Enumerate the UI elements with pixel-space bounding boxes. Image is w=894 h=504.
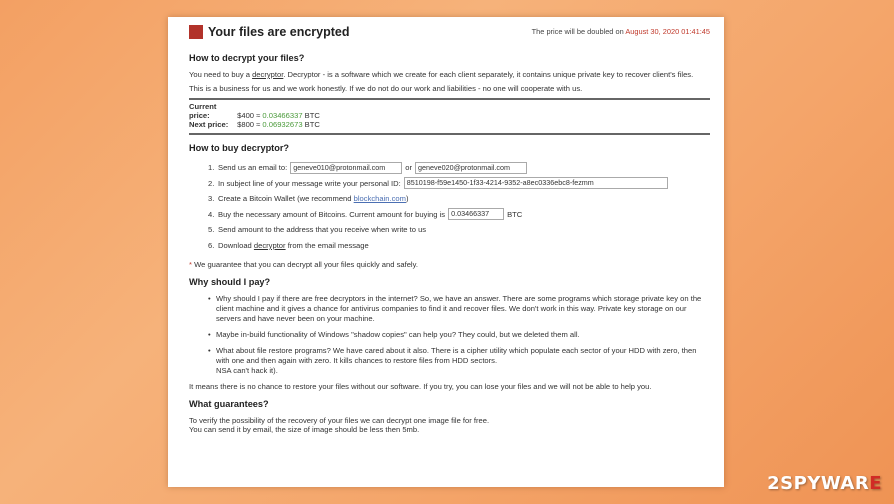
p1-after: . Decryptor - is a software which we create for each client separately, it contains unique private key to recover client's files. bbox=[283, 70, 694, 79]
step-6: 6. Download decryptor from the email message bbox=[208, 240, 369, 250]
divider-bottom bbox=[189, 133, 710, 135]
ransom-note-window bbox=[168, 17, 724, 487]
decrypt-heading: How to decrypt your files? bbox=[189, 53, 305, 63]
step-4-unit: BTC bbox=[507, 209, 523, 219]
step-6-before: Download bbox=[218, 240, 252, 250]
buy-steps bbox=[208, 160, 710, 253]
why-closing: It means there is no chance to restore your files without our software. If you try, you can lose your files and we will not be able to help you. bbox=[189, 382, 652, 391]
why-bullet-3-extra: NSA can't hack it). bbox=[216, 366, 278, 375]
why-heading: Why should I pay? bbox=[189, 277, 271, 287]
why-bullet-3 bbox=[208, 346, 710, 376]
current-price-btc: 0.03466337 bbox=[262, 111, 303, 120]
price-note-date: August 30, 2020 01:41:45 bbox=[625, 27, 710, 36]
decryptor-link[interactable]: decryptor bbox=[252, 70, 284, 79]
guarantee-text: We guarantee that you can decrypt all your files quickly and safely. bbox=[194, 260, 418, 269]
next-price-label: Next price: bbox=[189, 120, 229, 129]
page-title: Your files are encrypted bbox=[208, 25, 350, 39]
guarantee-note bbox=[189, 260, 710, 269]
watermark-part-2: E bbox=[869, 473, 882, 494]
email-field-2[interactable]: geneve020@protonmail.com bbox=[415, 162, 527, 174]
title-block bbox=[189, 25, 350, 39]
decryptor-download-link[interactable]: decryptor bbox=[253, 240, 286, 250]
or-text: or bbox=[405, 163, 412, 173]
current-price-usd: $400 ≈ bbox=[237, 111, 261, 120]
btc-amount-field[interactable]: 0.03466337 bbox=[448, 208, 504, 220]
price-table bbox=[189, 102, 710, 129]
why-bullet-3-text: What about file restore programs? We have cared about it also. There is a cipher utility which populate each sector of your HDD with zero, then with one and then again with zero. It kills chances to restore files from HDD sectors. bbox=[216, 346, 697, 365]
guarantees-line-1: To verify the possibility of the recovery of your files we can decrypt one image file for free. bbox=[189, 416, 490, 425]
next-price-usd: $800 ≈ bbox=[237, 120, 261, 129]
price-note-prefix: The price will be doubled on bbox=[531, 27, 624, 36]
step-4-text: Buy the necessary amount of Bitcoins. Current amount for buying is bbox=[218, 209, 446, 219]
step-1-text: Send us an email to: bbox=[218, 163, 288, 173]
p1-before: You need to buy a bbox=[189, 70, 250, 79]
guarantees-line-2: You can send it by email, the size of image should be less then 5mb. bbox=[189, 425, 420, 434]
next-price-row bbox=[189, 120, 710, 129]
current-price-unit: BTC bbox=[304, 111, 320, 120]
why-bullet-1: • Why should I pay if there are free decryptors in the internet? So, we have an answer. There are some programs which storage private key on the client machine and it gives a chance for antivirus companies to find it and recover files. We don't work in this way. Private key storage on our servers and have never been on your machine. bbox=[208, 294, 710, 324]
step-2-text: In subject line of your message write your personal ID: bbox=[218, 178, 401, 188]
current-price-row bbox=[189, 102, 710, 120]
step-2: 2. In subject line of your message write your personal ID: 8510198-f59e1450-1f33-4214-9352-a8ec0336ebc8-fezmm bbox=[208, 176, 710, 192]
price-deadline-note bbox=[532, 25, 710, 36]
personal-id-field[interactable]: 8510198-f59e1450-1f33-4214-9352-a8ec0336ebc8-fezmm bbox=[404, 177, 668, 189]
step-3: 3. Create a Bitcoin Wallet (we recommend blockchain.com ) bbox=[208, 194, 409, 204]
current-price-label: Current price: bbox=[189, 102, 217, 120]
divider-top bbox=[189, 98, 710, 100]
decrypt-paragraph-1 bbox=[189, 70, 710, 79]
step-5-text: Send amount to the address that you receive when write to us bbox=[218, 225, 427, 235]
watermark-part-1: 2SPYWAR bbox=[767, 473, 870, 494]
guarantees-text bbox=[189, 416, 710, 434]
guarantees-heading: What guarantees? bbox=[189, 399, 269, 409]
next-price-btc: 0.06932673 bbox=[262, 120, 303, 129]
step-5: 5. Send amount to the address that you receive when write to us bbox=[208, 225, 427, 235]
next-price-unit: BTC bbox=[304, 120, 320, 129]
header bbox=[189, 25, 710, 45]
step-3-before: Create a Bitcoin Wallet (we recommend bbox=[218, 194, 352, 204]
site-watermark-logo bbox=[767, 473, 882, 494]
why-bullet-2: • Maybe in-build functionality of Windows "shadow copies" can help you? They could, but we deleted them all. bbox=[208, 330, 710, 340]
red-square-icon bbox=[189, 25, 203, 39]
email-field-1[interactable]: geneve010@protonmail.com bbox=[290, 162, 402, 174]
why-list bbox=[208, 294, 710, 376]
asterisk: * bbox=[189, 260, 192, 269]
step-6-after: from the email message bbox=[287, 240, 369, 250]
step-3-after: ) bbox=[405, 194, 409, 204]
step-1: 1. Send us an email to: geneve010@protonmail.com or geneve020@protonmail.com bbox=[208, 160, 710, 176]
buy-heading: How to buy decryptor? bbox=[189, 143, 290, 153]
step-4: 4. Buy the necessary amount of Bitcoins. Current amount for buying is 0.03466337 BTC bbox=[208, 209, 523, 219]
decrypt-paragraph-2: This is a business for us and we work honestly. If we do not do our work and liabilities - no one will cooperate with us. bbox=[189, 84, 583, 93]
blockchain-link[interactable]: blockchain.com bbox=[353, 194, 406, 204]
